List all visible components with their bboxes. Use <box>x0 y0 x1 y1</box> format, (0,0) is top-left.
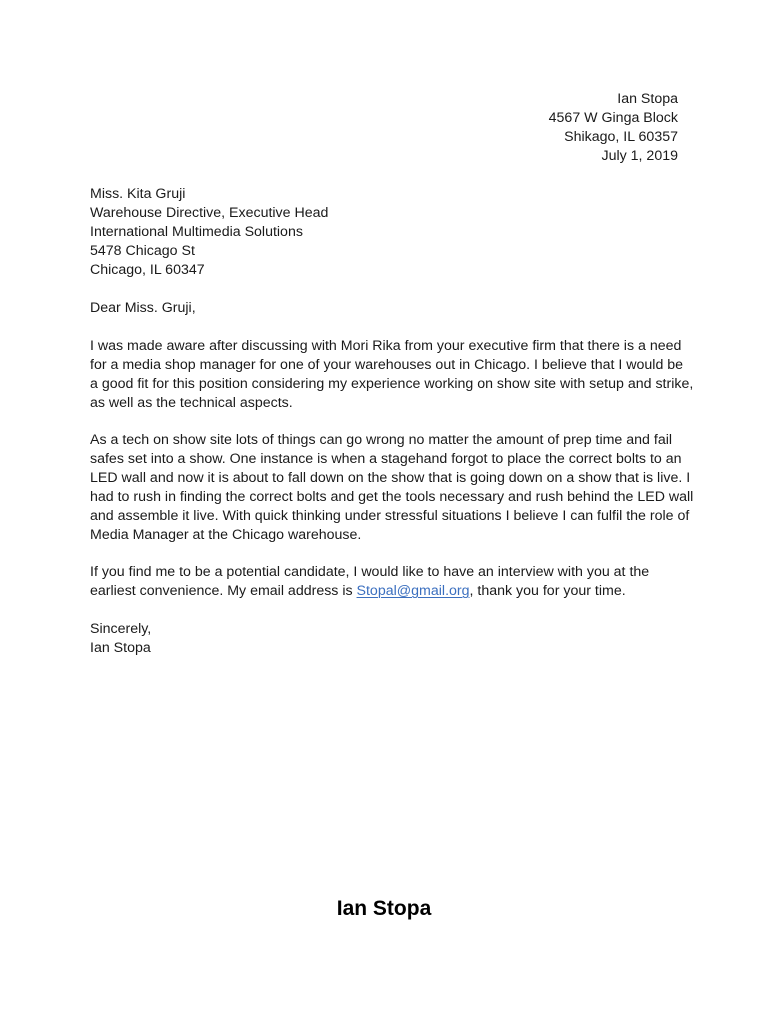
recipient-company: International Multimedia Solutions <box>90 224 303 240</box>
paragraph3-text-after: , thank you for your time. <box>469 583 626 599</box>
paragraph1-line: for a media shop manager for one of your warehouses out in Chicago. I believe that I would be <box>90 357 684 373</box>
paragraph2-line: As a tech on show site lots of things can go wrong no matter the amount of prep time and fail <box>90 432 673 448</box>
paragraph3-line-email <box>90 582 626 601</box>
recipient-street: 5478 Chicago St <box>90 243 195 259</box>
signature: Ian Stopa <box>336 897 432 920</box>
sender-street: 4567 W Ginga Block <box>548 110 678 126</box>
paragraph2-line: and assemble it live. With quick thinking under stressful situations I believe I can fulfil the role of <box>90 508 690 524</box>
paragraph2-line: LED wall and now it is about to fall down on the show that is going down on a show that is live. I <box>90 470 691 486</box>
paragraph1-line: I was made aware after discussing with Mori Rika from your executive firm that there is a need <box>90 338 682 354</box>
recipient-city: Chicago, IL 60347 <box>90 262 205 278</box>
paragraph1-line: as well as the technical aspects. <box>90 395 293 411</box>
closing: Sincerely, <box>90 621 152 637</box>
paragraph2-line: safes set into a show. One instance is when a stagehand forgot to place the correct bolts to an <box>90 451 682 467</box>
sender-name: Ian Stopa <box>617 91 678 107</box>
paragraph2-line: Media Manager at the Chicago warehouse. <box>90 527 362 543</box>
recipient-name: Miss. Kita Gruji <box>90 186 186 202</box>
email-link[interactable]: Stopal@gmail.org <box>356 583 470 599</box>
paragraph1-line: a good fit for this position considering my experience working on show site with setup and strike, <box>90 376 694 392</box>
recipient-title: Warehouse Directive, Executive Head <box>90 205 329 221</box>
letter-date: July 1, 2019 <box>601 148 678 164</box>
paragraph2-line: had to rush in finding the correct bolts and get the tools necessary and rush behind the LED wall <box>90 489 694 505</box>
paragraph3-line: If you find me to be a potential candidate, I would like to have an interview with you at the <box>90 564 650 580</box>
closing-name: Ian Stopa <box>90 640 151 656</box>
salutation: Dear Miss. Gruji, <box>90 300 196 316</box>
paragraph3-text-before: earliest convenience. My email address is <box>90 583 357 599</box>
sender-city: Shikago, IL 60357 <box>564 129 678 145</box>
